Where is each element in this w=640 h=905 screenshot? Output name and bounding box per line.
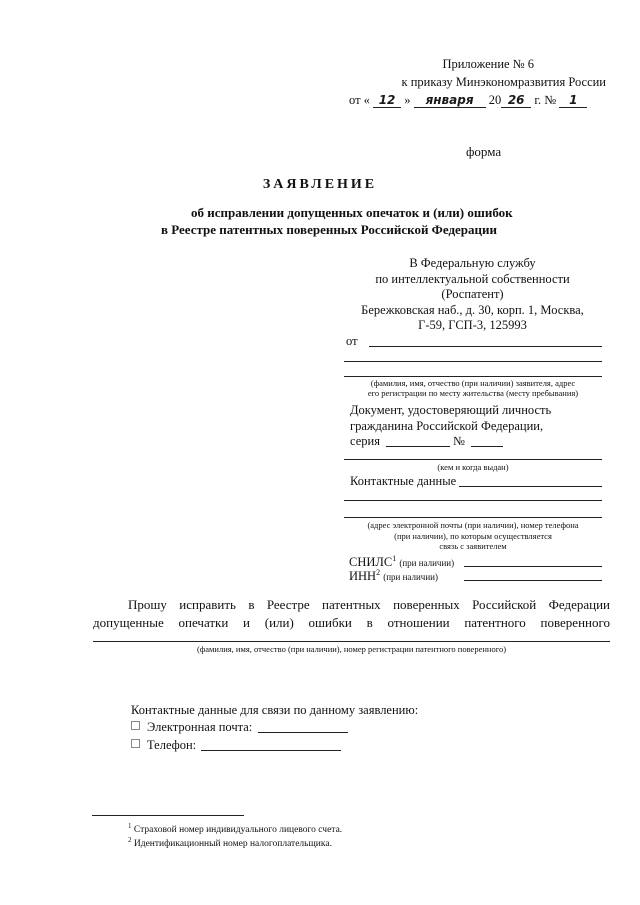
applicant-name-field-2[interactable] bbox=[344, 361, 602, 362]
snils-field[interactable] bbox=[464, 566, 602, 567]
inn-label: ИНН bbox=[349, 569, 377, 584]
email-field[interactable] bbox=[258, 732, 348, 733]
identity-document-label bbox=[350, 402, 551, 434]
series-field[interactable] bbox=[386, 446, 450, 447]
email-label: Электронная почта: bbox=[147, 720, 253, 734]
applicant-address-field[interactable] bbox=[344, 376, 602, 377]
order-number: 1 bbox=[559, 93, 587, 108]
footnote-separator bbox=[92, 815, 244, 816]
number-label: № bbox=[453, 434, 465, 448]
appendix-number: Приложение № 6 bbox=[442, 57, 534, 71]
phone-checkbox[interactable] bbox=[131, 739, 140, 748]
doc-line-1: Документ, удостоверяющий личность bbox=[350, 403, 552, 417]
date-year-after: г. № bbox=[534, 93, 557, 107]
date-month: января bbox=[414, 93, 486, 108]
form-label: форма bbox=[466, 144, 502, 159]
footnote-1-number: 1 bbox=[128, 822, 132, 830]
footnote-1 bbox=[128, 822, 342, 835]
order-date-line bbox=[349, 93, 619, 111]
inn-note: (при наличии) bbox=[383, 572, 438, 583]
inn-footnote-mark: 2 bbox=[376, 568, 381, 577]
date-year-prefix: 20 bbox=[488, 93, 502, 107]
email-row bbox=[131, 720, 252, 735]
date-day: 12 bbox=[373, 93, 401, 108]
addressee-line-4: Бережковская наб., д. 30, корп. 1, Москва, bbox=[361, 302, 584, 317]
inn-field[interactable] bbox=[464, 580, 602, 581]
snils-note: (при наличии) bbox=[399, 558, 455, 569]
request-line-1: Прошу исправить в Реестре патентных поверенных Российской Федерации bbox=[128, 597, 610, 612]
footnote-2-number: 2 bbox=[128, 836, 132, 844]
issued-by-field[interactable] bbox=[344, 459, 602, 460]
request-line-2: допущенные опечатки и (или) ошибки в отношении патентного поверенного bbox=[93, 615, 610, 630]
attorney-field[interactable] bbox=[93, 641, 610, 642]
issued-hint: (кем и когда выдан) bbox=[437, 462, 509, 472]
name-hint-line-1: (фамилия, имя, отчество (при наличии) заявителя, адрес bbox=[370, 378, 576, 388]
contacts-hint-line-2: (при наличии), по которым осуществляется bbox=[394, 530, 552, 541]
addressee-line-2: по интеллектуальной собственности bbox=[375, 271, 570, 286]
attorney-hint: (фамилия, имя, отчество (при наличии), номер регистрации патентного поверенного) bbox=[196, 644, 507, 654]
number-field[interactable] bbox=[471, 446, 503, 447]
contact-heading: Контактные данные для связи по данному заявлению: bbox=[131, 703, 419, 717]
footnote-2 bbox=[128, 836, 332, 849]
contacts-hint bbox=[340, 520, 606, 552]
snils-footnote-mark: 1 bbox=[392, 554, 397, 563]
footnote-2-text: Идентификационный номер налогоплательщика. bbox=[133, 839, 332, 850]
contacts-field[interactable] bbox=[459, 486, 602, 487]
contacts-hint-line-1: (адрес электронной почты (при наличии), номер телефона bbox=[367, 520, 579, 530]
phone-label: Телефон: bbox=[147, 738, 197, 752]
order-reference: к приказу Минэкономразвития России bbox=[401, 75, 606, 89]
from-label: от bbox=[346, 334, 358, 348]
document-subtitle-1: об исправлении допущенных опечаток и (или) ошибок bbox=[191, 205, 513, 220]
applicant-name-hint bbox=[340, 378, 606, 398]
series-label: серия bbox=[350, 434, 380, 448]
footnote-1-text: Страховой номер индивидуального лицевого счета. bbox=[133, 825, 343, 836]
name-hint-line-2: его регистрации по месту жительства (месту пребывания) bbox=[367, 388, 579, 398]
document-subtitle-2: в Реестре патентных поверенных Российской Федерации bbox=[161, 222, 497, 237]
addressee-line-1: В Федеральную службу bbox=[409, 256, 536, 270]
contacts-field-3[interactable] bbox=[344, 517, 602, 518]
inn-label-group bbox=[349, 568, 438, 584]
doc-line-2: гражданина Российской Федерации, bbox=[350, 419, 544, 433]
email-checkbox[interactable] bbox=[131, 721, 140, 730]
document-title: ЗАЯВЛЕНИЕ bbox=[262, 177, 378, 192]
contacts-hint-line-3: связь с заявителем bbox=[439, 541, 507, 551]
phone-row bbox=[131, 738, 196, 753]
contacts-label: Контактные данные bbox=[350, 474, 457, 488]
contacts-field-2[interactable] bbox=[344, 500, 602, 501]
snils-label: СНИЛС bbox=[349, 555, 393, 570]
addressee-line-3: (Роспатент) bbox=[441, 287, 504, 301]
date-mid: » bbox=[404, 93, 411, 107]
applicant-name-field[interactable] bbox=[369, 346, 602, 347]
addressee-block bbox=[340, 256, 605, 334]
date-year-suffix: 26 bbox=[501, 93, 531, 108]
phone-field[interactable] bbox=[201, 750, 341, 751]
addressee-line-5: Г-59, ГСП-3, 125993 bbox=[418, 318, 527, 332]
date-prefix: от « bbox=[349, 93, 370, 107]
